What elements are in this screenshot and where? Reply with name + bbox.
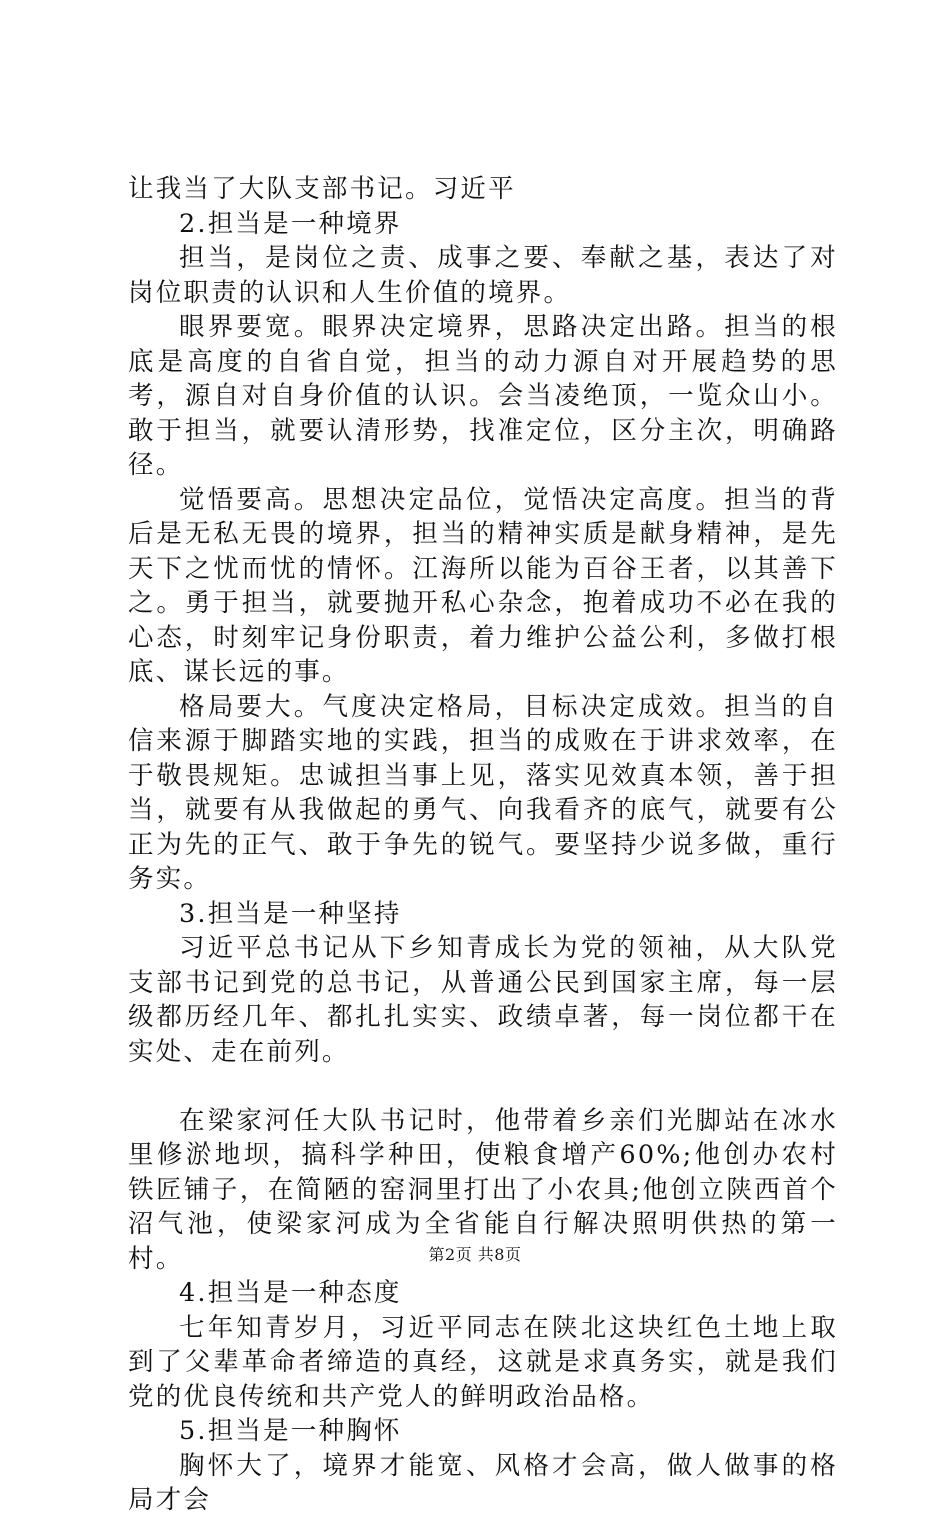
paragraph: 担当，是岗位之责、成事之要、奉献之基，表达了对岗位职责的认识和人生价值的境界。 xyxy=(128,243,838,308)
blank-line xyxy=(128,1069,838,1104)
paragraph: 让我当了大队支部书记。习近平 xyxy=(128,174,516,204)
paragraph: 眼界要宽。眼界决定境界，思路决定出路。担当的根底是高度的自省自觉，担当的动力源自对开展趋势的思考，源自对自身价值的认识。会当凌绝顶，一览众山小。敢于担当，就要认清形势，找准定位，区分主次，明确路径。 xyxy=(128,312,838,480)
section-heading: 2.担当是一种境界 xyxy=(179,208,402,239)
paragraph: 在梁家河任大队书记时，他带着乡亲们光脚站在冰水里修淤地坝，搞科学种田，使粮食增产60%;他创办农村铁匠铺子，在简陋的窑洞里打出了小农具;他创立陕西首个沼气池，使梁家河成为全省能自行解决照明供热的第一村。 xyxy=(128,1105,838,1274)
section-heading: 4.担当是一种态度 xyxy=(179,1278,402,1308)
page-number: 第2页 共8页 xyxy=(428,1245,522,1264)
paragraph: 七年知青岁月，习近平同志在陕北这块红色土地上取到了父辈革命者缔造的真经，这就是求真务实，就是我们党的优良传统和共产党人的鲜明政治品格。 xyxy=(128,1312,838,1412)
paragraph: 胸怀大了，境界才能宽、风格才会高，做人做事的格局才会 xyxy=(128,1450,838,1515)
paragraph: 格局要大。气度决定格局，目标决定成效。担当的自信来源于脚踏实地的实践，担当的成败在于讲求效率，在于敬畏规矩。忠诚担当事上见，落实见效真本领，善于担当，就要有从我做起的勇气、向我看齐的底气，就要有公正为先的正气、敢于争先的锐气。要坚持少说多做，重行务实。 xyxy=(128,691,838,894)
paragraph: 习近平总书记从下乡知青成长为党的领袖，从大队党支部书记到党的总书记，从普通公民到国家主席，每一层级都历经几年、都扎扎实实、政绩卓著，每一岗位都干在实处、走在前列。 xyxy=(128,933,838,1067)
section-heading: 5.担当是一种胸怀 xyxy=(179,1416,402,1446)
page-footer xyxy=(0,1242,950,1265)
paragraph: 觉悟要高。思想决定品位，觉悟决定高度。担当的背后是无私无畏的境界，担当的精神实质是献身精神，是先天下之忧而忧的情怀。江海所以能为百谷王者，以其善下之。勇于担当，就要抛开私心杂念，抱着成功不必在我的心态，时刻牢记身份职责，着力维护公益公利，多做打根底、谋长远的事。 xyxy=(128,484,838,687)
document-body xyxy=(128,172,838,1518)
section-heading: 3.担当是一种坚持 xyxy=(179,898,402,929)
